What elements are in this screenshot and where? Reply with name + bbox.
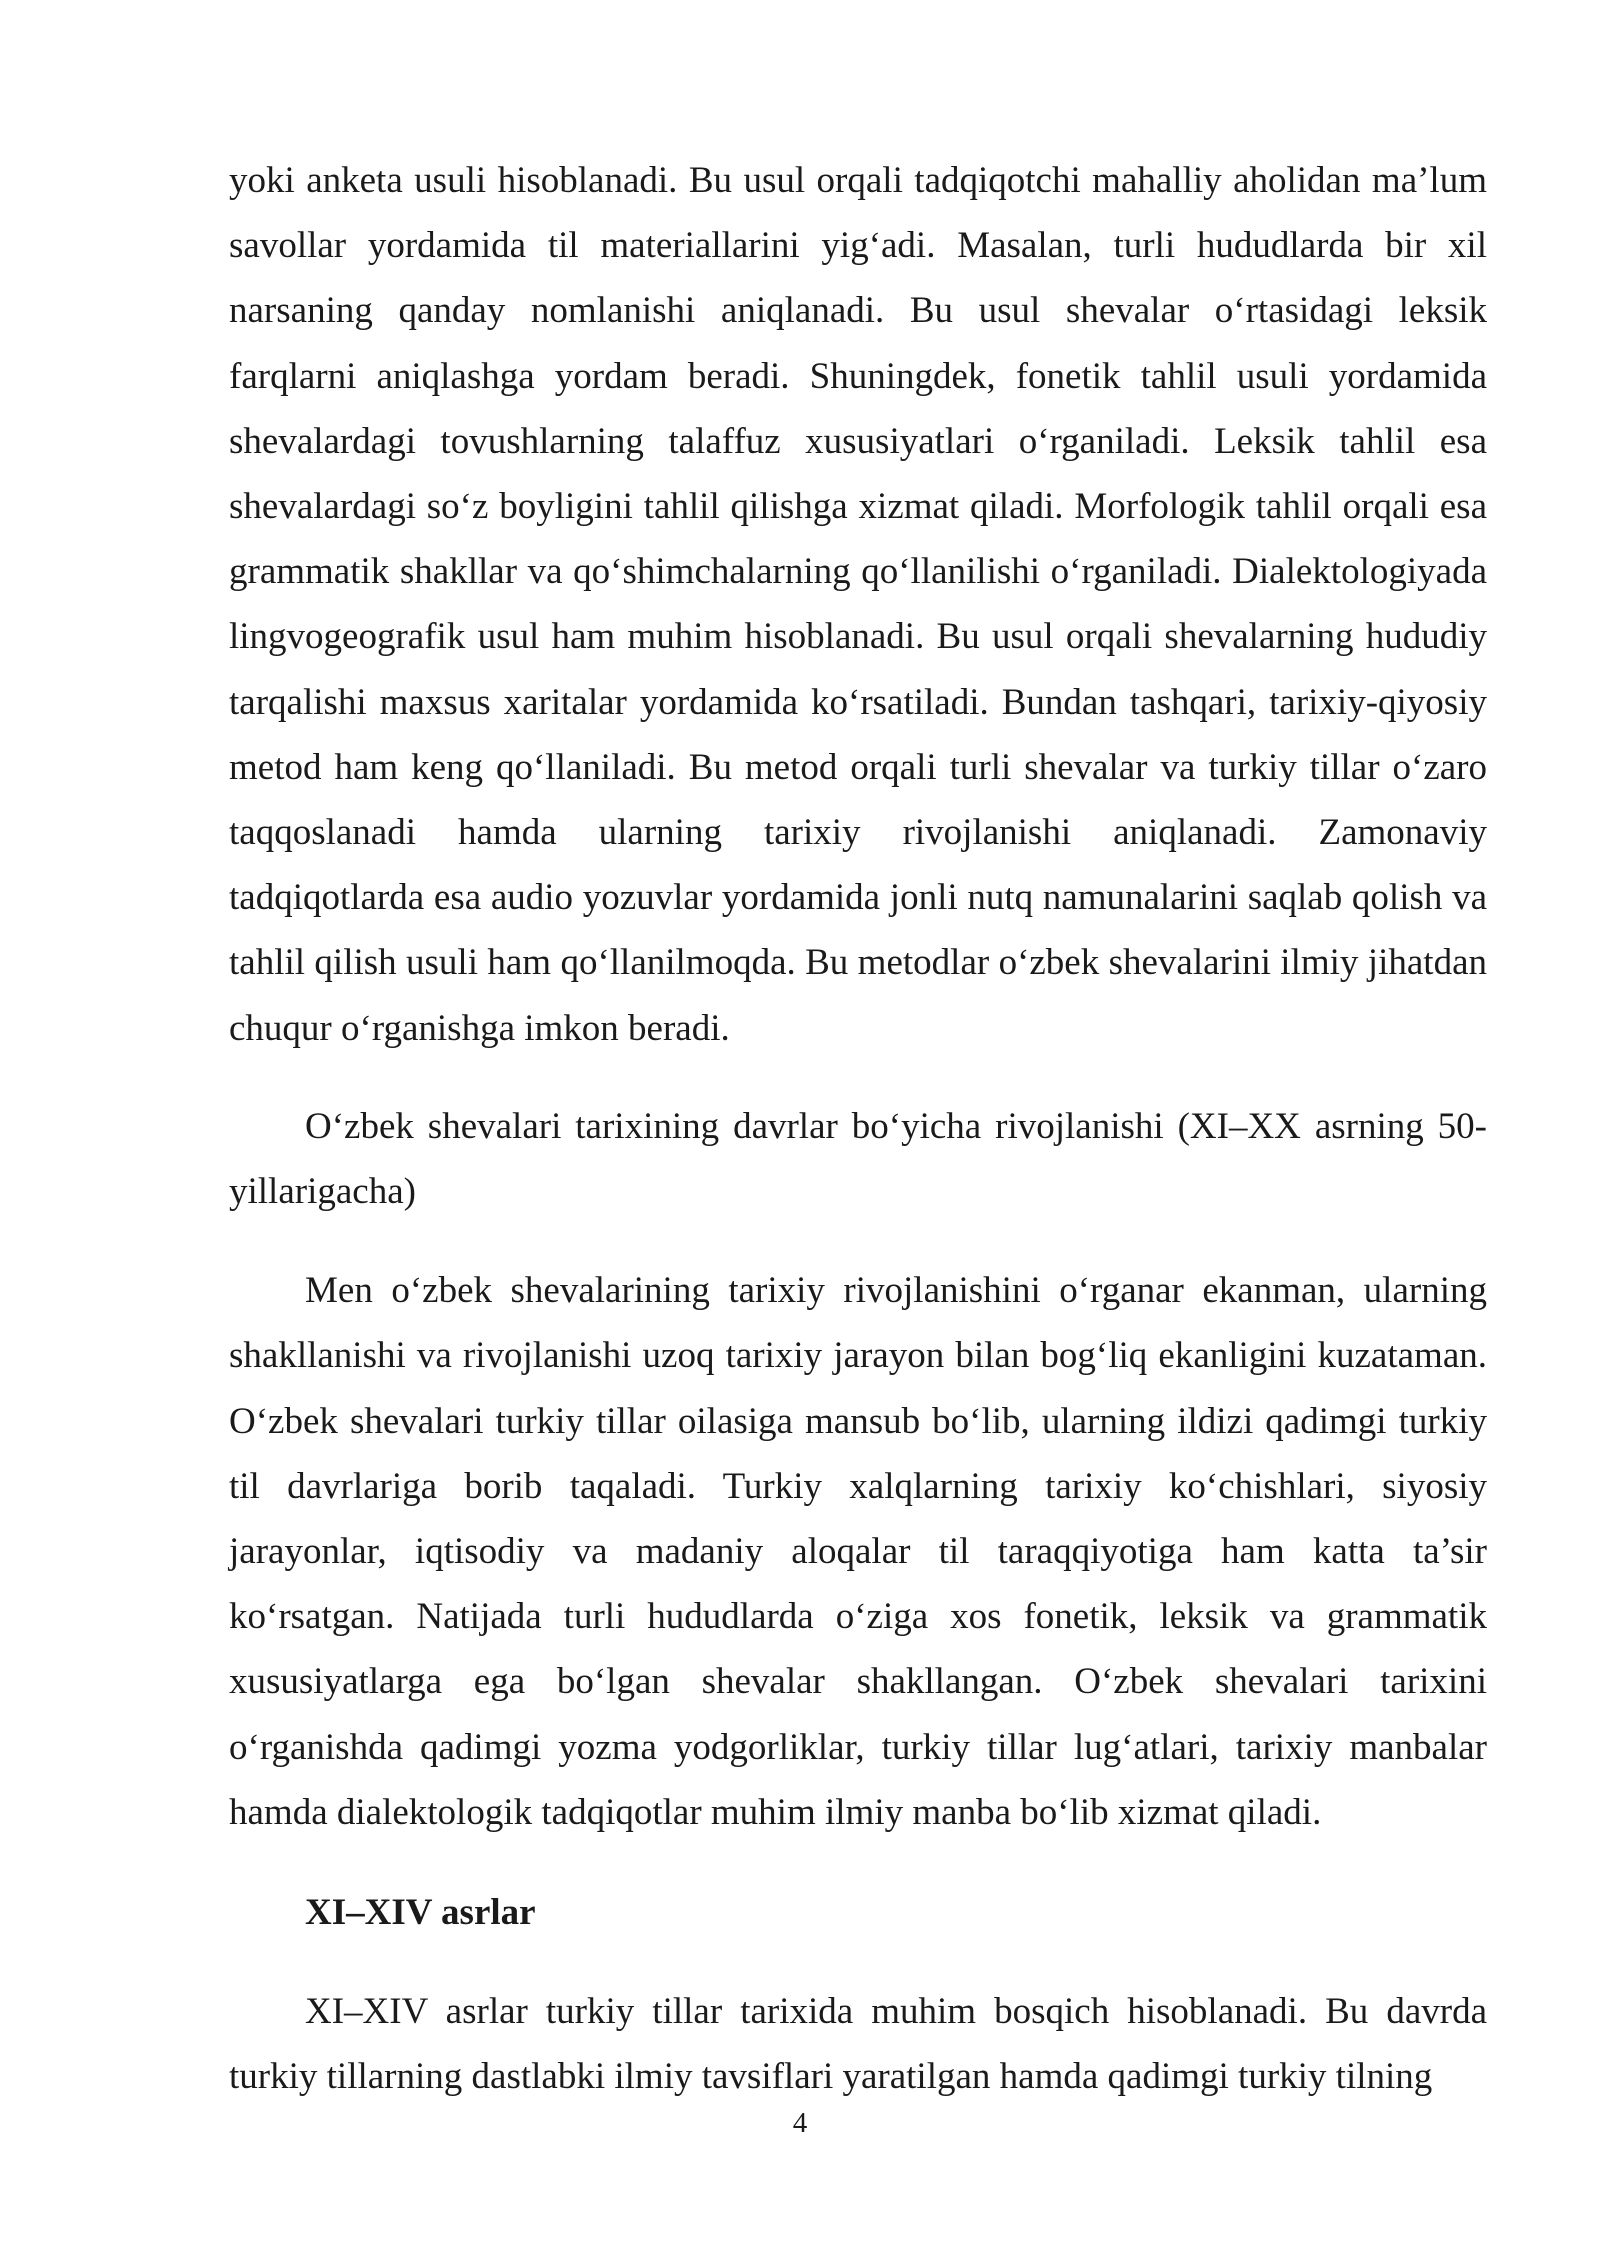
page-body bbox=[229, 148, 1487, 2110]
body-paragraph-xi-xiv: XI–XIV asrlar turkiy tillar tarixida muhim bosqich hisoblanadi. Bu davrda turkiy tillarning dastlabki ilmiy tavsiflari yaratilgan hamda qadimgi turkiy tilning bbox=[229, 1991, 1487, 2098]
section-title: O‘zbek shevalari tarixining davrlar bo‘yicha rivojlanishi (XI–XX asrning 50-yillarigacha) bbox=[229, 1105, 1487, 1213]
subsection-heading: XI–XIV asrlar bbox=[305, 1892, 536, 1934]
page-number: 4 bbox=[792, 2107, 808, 2139]
body-paragraph-history: Men o‘zbek shevalarining tarixiy rivojlanishini o‘rganar ekanman, ularning shakllanishi va rivojlanishi uzoq tarixiy jarayon bilan bog‘liq ekanligini kuzataman. O‘zbek shevalari turkiy tillar oilasiga mansub bo‘lib, ularning ildizi qadimgi turkiy til davrlariga borib taqaladi. Turkiy xalqlarning tarixiy ko‘chishlari, siyosiy jarayonlar, iqtisodiy va madaniy aloqalar til taraqqiyotiga ham katta ta’sir ko‘rsatgan. Natijada turli hududlarda o‘ziga xos fonetik, leksik va grammatik xususiyatlarga ega bo‘lgan shevalar shakllangan. O‘zbek shevalari tarixini o‘rganishda qadimgi yozma yodgorliklar, turkiy tillar lug‘atlari, tarixiy manbalar hamda dialektologik tadqiqotlar muhim ilmiy manba bo‘lib xizmat qiladi. bbox=[229, 1270, 1487, 1833]
body-paragraph-methods: yoki anketa usuli hisoblanadi. Bu usul orqali tadqiqotchi mahalliy aholidan ma’lum savollar yordamida til materiallarini yig‘adi. Masalan, turli hududlarda bir xil narsaning qanday nomlanishi aniqlanadi. Bu usul shevalar o‘rtasidagi leksik farqlarni aniqlashga yordam beradi. Shuningdek, fonetik tahlil usuli yordamida shevalardagi tovushlarning talaffuz xususiyatlari o‘rganiladi. Leksik tahlil esa shevalardagi so‘z boyligini tahlil qilishga xizmat qiladi. Morfologik tahlil orqali esa grammatik shakllar va qo‘shimchalarning qo‘llanilishi o‘rganiladi. Dialektologiyada lingvogeografik usul ham muhim hisoblanadi. Bu usul orqali shevalarning hududiy tarqalishi maxsus xaritalar yordamida ko‘rsatiladi. Bundan tashqari, tarixiy-qiyosiy metod ham keng qo‘llaniladi. Bu metod orqali turli shevalar va turkiy tillar o‘zaro taqqoslanadi hamda ularning tarixiy rivojlanishi aniqlanadi. Zamonaviy tadqiqotlarda esa audio yozuvlar yordamida jonli nutq namunalarini saqlab qolish va tahlil qilish usuli ham qo‘llanilmoqda. Bu metodlar o‘zbek shevalarini ilmiy jihatdan chuqur o‘rganishga imkon beradi. bbox=[229, 160, 1487, 1049]
